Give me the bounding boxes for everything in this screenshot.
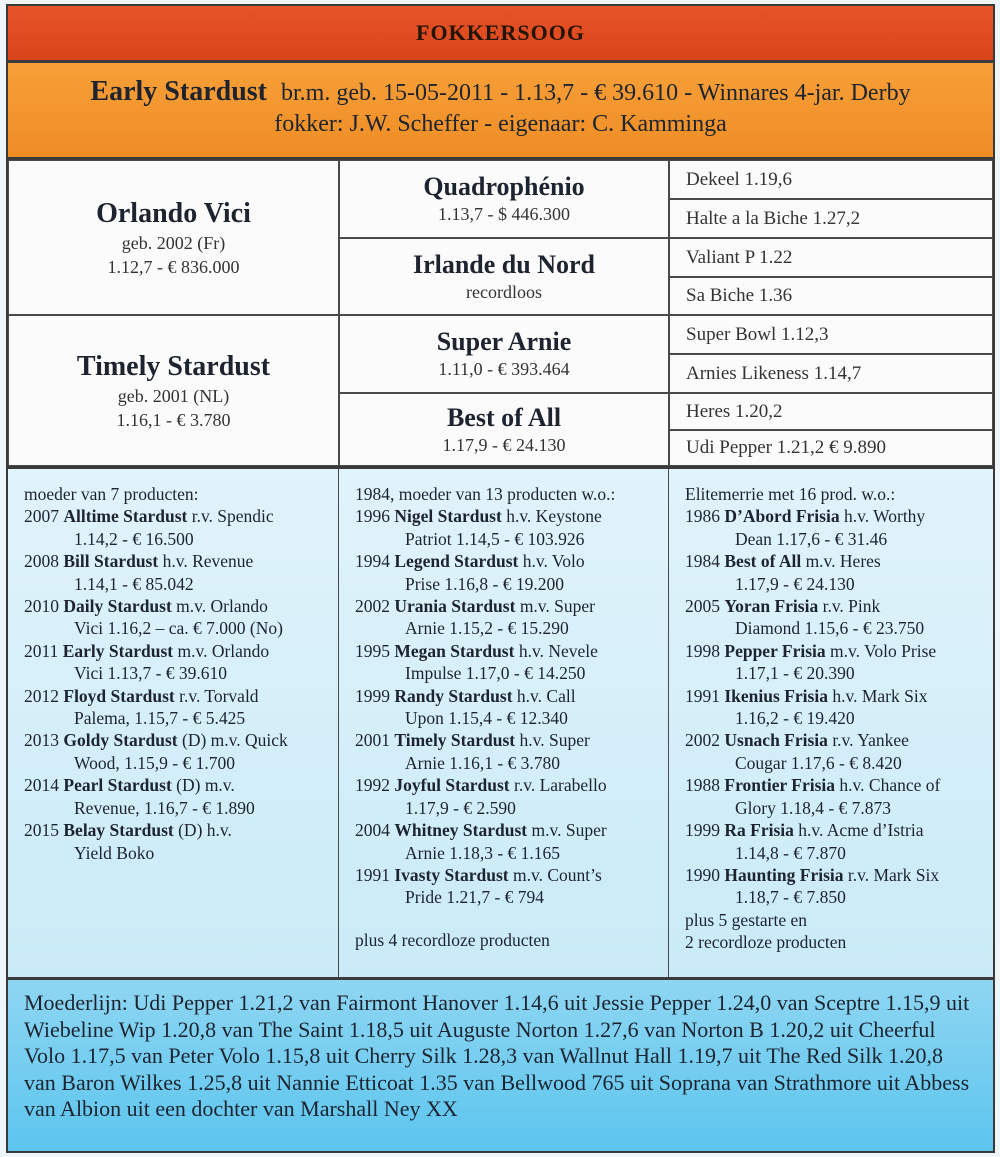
column-intro: Elitemerrie met 16 prod. w.o.: [685, 484, 896, 504]
offspring-record: Upon 1.15,4 - € 12.340 [405, 708, 568, 729]
offspring-entry-line1 [685, 729, 993, 751]
offspring-sire: (D) m.v. [176, 775, 235, 796]
offspring-entry-line1 [355, 640, 668, 662]
offspring-sire: h.v. Call [516, 685, 576, 706]
offspring-record: 1.14,8 - € 7.870 [735, 842, 846, 863]
offspring-entry [685, 640, 993, 685]
offspring-year: 1998 [685, 640, 720, 661]
pedigree-table [6, 158, 995, 468]
offspring-year: 2013 [24, 730, 59, 751]
offspring-sire: r.v. Mark Six [847, 864, 940, 885]
offspring-name: Legend Stardust [394, 551, 519, 572]
offspring-entry [355, 595, 668, 640]
header-bar [6, 4, 995, 62]
offspring-year: 2011 [24, 640, 59, 661]
offspring-name: Early Stardust [62, 640, 174, 661]
offspring-entry-line1 [355, 729, 668, 751]
sire-cell [8, 160, 339, 315]
offspring-entry-line1 [24, 505, 338, 527]
offspring-entry [24, 729, 338, 774]
offspring-year: 2007 [24, 506, 59, 527]
offspring-sire: h.v. Super [519, 730, 590, 751]
offspring-record: Vici 1.13,7 - € 39.610 [74, 663, 228, 684]
offspring-sire: r.v. Spendic [191, 506, 274, 527]
dam-birth: geb. 2001 (NL) [117, 385, 230, 406]
offspring-sire: m.v. Super [519, 596, 595, 617]
offspring-entry [24, 819, 338, 864]
page-title: FOKKERSOOG [416, 20, 585, 45]
offspring-record: 1.17,1 - € 20.390 [735, 663, 855, 684]
grandparent-record: 1.13,7 - $ 446.300 [438, 204, 570, 224]
offspring-sire: m.v. Super [531, 820, 607, 841]
offspring-record: 1.18,7 - € 7.850 [735, 887, 846, 908]
offspring-sire: h.v. Volo [522, 551, 585, 572]
grandparent-name: Quadrophénio [423, 172, 585, 201]
offspring-record: Arnie 1.16,1 - € 3.780 [405, 752, 561, 773]
offspring-sire: h.v. Worthy [843, 506, 926, 527]
offspring-list [24, 505, 338, 864]
great-grandparent-cell: Super Bowl 1.12,3 [669, 315, 993, 354]
offspring-entry-line1 [685, 864, 993, 886]
offspring-record: Wood, 1.15,9 - € 1.700 [74, 752, 235, 773]
offspring-record: Impulse 1.17,0 - € 14.250 [405, 663, 586, 684]
offspring-entry-line1 [24, 685, 338, 707]
offspring-sire: m.v. Volo Prise [830, 640, 937, 661]
offspring-entry-line1 [355, 774, 668, 796]
offspring-entry [685, 550, 993, 595]
offspring-name: Pearl Stardust [63, 775, 172, 796]
offspring-entry-line1 [685, 550, 993, 572]
offspring-record: Yield Boko [74, 842, 155, 863]
offspring-name: Ivasty Stardust [394, 864, 509, 885]
offspring-sire: (D) h.v. [178, 820, 232, 841]
offspring-entry-line1 [685, 685, 993, 707]
offspring-year: 2012 [24, 685, 59, 706]
offspring-list [355, 505, 668, 908]
horse-name: Early Stardust [90, 76, 267, 107]
offspring-entry-line1 [355, 685, 668, 707]
offspring-entry-line1 [685, 819, 993, 841]
offspring-year: 1999 [355, 685, 390, 706]
sire-name: Orlando Vici [96, 197, 251, 229]
offspring-sire: r.v. Larabello [513, 775, 607, 796]
offspring-entry-line1 [24, 640, 338, 662]
offspring-entry [355, 819, 668, 864]
offspring-record: Vici 1.16,2 – ca. € 7.000 (No) [74, 618, 283, 639]
horse-details: br.m. geb. 15-05-2011 - 1.13,7 - € 39.610 - Winnares 4-jar. Derby [281, 80, 911, 106]
column-intro: moeder van 7 producten: [24, 484, 199, 504]
offspring-entry [685, 595, 993, 640]
offspring-record: Pride 1.21,7 - € 794 [405, 887, 545, 908]
offspring-entry [685, 864, 993, 909]
offspring-name: Yoran Frisia [724, 596, 819, 617]
offspring-entry [24, 595, 338, 640]
offspring-record: Revenue, 1.16,7 - € 1.890 [74, 797, 255, 818]
offspring-entry [685, 505, 993, 550]
offspring-name: Joyful Stardust [394, 775, 510, 796]
offspring-name: Bill Stardust [63, 551, 159, 572]
offspring-column-dam [8, 469, 339, 977]
offspring-entry-line1 [24, 774, 338, 796]
grandparent-record: 1.11,0 - € 393.464 [438, 359, 570, 379]
offspring-entry [685, 685, 993, 730]
column-footer: 2 recordloze producten [685, 932, 847, 953]
column-footer: plus 4 recordloze producten [355, 929, 550, 950]
offspring-year: 2001 [355, 730, 390, 751]
column-intro: 1984, moeder van 13 producten w.o.: [355, 484, 616, 504]
offspring-year: 2008 [24, 551, 59, 572]
offspring-name: Usnach Frisia [724, 730, 828, 751]
offspring-record: Arnie 1.18,3 - € 1.165 [405, 842, 561, 863]
grandparent-name: Best of All [446, 402, 562, 432]
offspring-year: 1991 [685, 685, 720, 706]
offspring-record: 1.17,9 - € 24.130 [735, 573, 855, 594]
offspring-name: Ra Frisia [724, 820, 794, 841]
offspring-year: 1996 [355, 506, 390, 527]
offspring-entry [685, 729, 993, 774]
offspring-entry [24, 685, 338, 730]
offspring-year: 1995 [355, 640, 390, 661]
offspring-name: Frontier Frisia [724, 775, 836, 796]
offspring-record: Dean 1.17,6 - € 31.46 [735, 528, 888, 549]
column-footer: plus 5 gestarte en [685, 909, 807, 930]
offspring-record: Prise 1.16,8 - € 19.200 [405, 573, 564, 594]
offspring-sire: m.v. Heres [805, 551, 881, 572]
offspring-name: Megan Stardust [394, 640, 515, 661]
offspring-entry-line1 [685, 774, 993, 796]
grandparent-cell [339, 238, 669, 315]
offspring-sire: (D) m.v. Quick [182, 730, 288, 751]
grandparent-record: 1.17,9 - € 24.130 [442, 434, 566, 455]
offspring-column-granddam [339, 469, 669, 977]
grandparent-name: Super Arnie [436, 327, 572, 356]
great-grandparent-cell: Heres 1.20,2 [669, 393, 993, 430]
offspring-entry [355, 729, 668, 774]
offspring-year: 2010 [24, 596, 59, 617]
offspring-entry-line1 [355, 864, 668, 886]
offspring-entry-line1 [24, 729, 338, 751]
breeder-owner: fokker: J.W. Scheffer - eigenaar: C. Kamminga [274, 111, 727, 137]
offspring-year: 2005 [685, 596, 720, 617]
offspring-record: Palema, 1.15,7 - € 5.425 [74, 708, 246, 729]
offspring-name: Belay Stardust [63, 820, 174, 841]
offspring-record: 1.14,2 - € 16.500 [74, 528, 194, 549]
offspring-record: Arnie 1.15,2 - € 15.290 [405, 618, 569, 639]
horse-info-line [8, 77, 993, 108]
offspring-record: Diamond 1.15,6 - € 23.750 [735, 618, 925, 639]
great-grandparent-cell: Halte a la Biche 1.27,2 [669, 199, 993, 238]
offspring-record: 1.14,1 - € 85.042 [74, 573, 194, 594]
offspring-record: Cougar 1.17,6 - € 8.420 [735, 752, 902, 773]
offspring-entry [355, 505, 668, 550]
offspring-year: 1990 [685, 864, 720, 885]
offspring-entry-line1 [355, 505, 668, 527]
grandparent-cell [339, 160, 669, 238]
offspring-name: Nigel Stardust [394, 506, 502, 527]
offspring-sire: h.v. Acme d’Istria [798, 820, 924, 841]
offspring-entry [685, 819, 993, 864]
offspring-name: Floyd Stardust [63, 685, 175, 706]
great-grandparent-cell: Arnies Likeness 1.14,7 [669, 354, 993, 393]
offspring-sire: m.v. Count’s [513, 864, 602, 885]
offspring-year: 2002 [685, 730, 720, 751]
great-grandparent-cell: Valiant P 1.22 [669, 238, 993, 277]
offspring-sire: r.v. Yankee [832, 730, 909, 751]
offspring-year: 1984 [685, 551, 720, 572]
offspring-entry [24, 505, 338, 550]
offspring-column-great-granddam [669, 469, 993, 977]
offspring-entry [355, 864, 668, 909]
offspring-entry-line1 [355, 595, 668, 617]
great-grandparent-cell: Udi Pepper 1.21,2 € 9.890 [669, 430, 993, 466]
offspring-record: 1.17,9 - € 2.590 [405, 797, 516, 818]
offspring-list [685, 505, 993, 908]
dam-cell [8, 315, 339, 466]
offspring-sire: h.v. Nevele [518, 640, 598, 661]
offspring-name: Best of All [724, 551, 802, 572]
offspring-entry [355, 685, 668, 730]
offspring-year: 2015 [24, 820, 59, 841]
offspring-entry [24, 550, 338, 595]
offspring-entry-line1 [24, 550, 338, 572]
offspring-section [6, 467, 995, 979]
offspring-record: 1.16,2 - € 19.420 [735, 708, 855, 729]
offspring-name: Timely Stardust [394, 730, 516, 751]
offspring-entry [355, 640, 668, 685]
dam-name: Timely Stardust [76, 350, 271, 382]
horse-info-bar [6, 61, 995, 159]
offspring-year: 1994 [355, 551, 390, 572]
grandparent-name: Irlande du Nord [412, 249, 596, 279]
offspring-name: Daily Stardust [63, 596, 172, 617]
offspring-year: 1986 [685, 506, 720, 527]
offspring-record: Glory 1.18,4 - € 7.873 [735, 797, 892, 818]
offspring-name: Randy Stardust [394, 685, 513, 706]
sire-record: 1.12,7 - € 836.000 [107, 256, 240, 277]
offspring-sire: r.v. Torvald [179, 685, 259, 706]
offspring-year: 1991 [355, 864, 390, 885]
offspring-sire: m.v. Orlando [177, 640, 270, 661]
offspring-entry-line1 [24, 595, 338, 617]
offspring-year: 1999 [685, 820, 720, 841]
great-grandparent-cell: Sa Biche 1.36 [669, 277, 993, 315]
offspring-name: D’Abord Frisia [724, 506, 840, 527]
offspring-name: Urania Stardust [394, 596, 516, 617]
offspring-sire: h.v. Revenue [162, 551, 254, 572]
offspring-name: Pepper Frisia [724, 640, 826, 661]
maternal-line-box [6, 978, 995, 1153]
offspring-sire: h.v. Keystone [506, 506, 602, 527]
offspring-entry-line1 [24, 819, 338, 841]
offspring-entry [24, 774, 338, 819]
offspring-year: 1992 [355, 775, 390, 796]
sire-birth: geb. 2002 (Fr) [121, 232, 226, 253]
offspring-sire: m.v. Orlando [176, 596, 268, 617]
offspring-record: Patriot 1.14,5 - € 103.926 [405, 528, 585, 549]
offspring-name: Haunting Frisia [724, 864, 844, 885]
offspring-year: 2014 [24, 775, 59, 796]
dam-record: 1.16,1 - € 3.780 [116, 409, 231, 430]
offspring-name: Alltime Stardust [63, 506, 188, 527]
offspring-year: 2004 [355, 820, 390, 841]
offspring-name: Ikenius Frisia [724, 685, 828, 706]
grandparent-cell [339, 393, 669, 466]
grandparent-cell [339, 315, 669, 393]
offspring-entry-line1 [355, 550, 668, 572]
offspring-entry [685, 774, 993, 819]
offspring-entry-line1 [685, 505, 993, 527]
offspring-sire: h.v. Chance of [839, 775, 941, 796]
offspring-name: Goldy Stardust [63, 730, 178, 751]
offspring-entry [355, 550, 668, 595]
great-grandparent-cell: Dekeel 1.19,6 [669, 160, 993, 199]
offspring-entry [355, 774, 668, 819]
offspring-sire: r.v. Pink [822, 596, 881, 617]
offspring-name: Whitney Stardust [394, 820, 528, 841]
offspring-year: 1988 [685, 775, 720, 796]
grandparent-record: recordloos [466, 281, 542, 302]
offspring-entry-line1 [685, 595, 993, 617]
offspring-sire: h.v. Mark Six [832, 685, 928, 706]
maternal-line-text: Moederlijn: Udi Pepper 1.21,2 van Fairmont Hanover 1.14,6 uit Jessie Pepper 1.24,0 van Sceptre 1.15,9 uit Wiebeline Wip 1.20,8 van The Saint 1.18,5 uit Auguste Norton 1.27,6 van Norton B 1.20,2 uit Cheerful Volo 1.17,5 van Peter Volo 1.15,8 uit Cherry Silk 1.28,3 van Wallnut Hall 1.19,7 uit The Red Silk 1.20,8 van Baron Wilkes 1.25,8 uit Nannie Etticoat 1.35 van Bellwood 765 uit Soprana van Strathmore uit Abbess van Albion uit een dochter van Marshall Ney XX [24, 990, 970, 1121]
offspring-year: 2002 [355, 596, 390, 617]
offspring-entry-line1 [355, 819, 668, 841]
offspring-entry-line1 [685, 640, 993, 662]
offspring-entry [24, 640, 338, 685]
